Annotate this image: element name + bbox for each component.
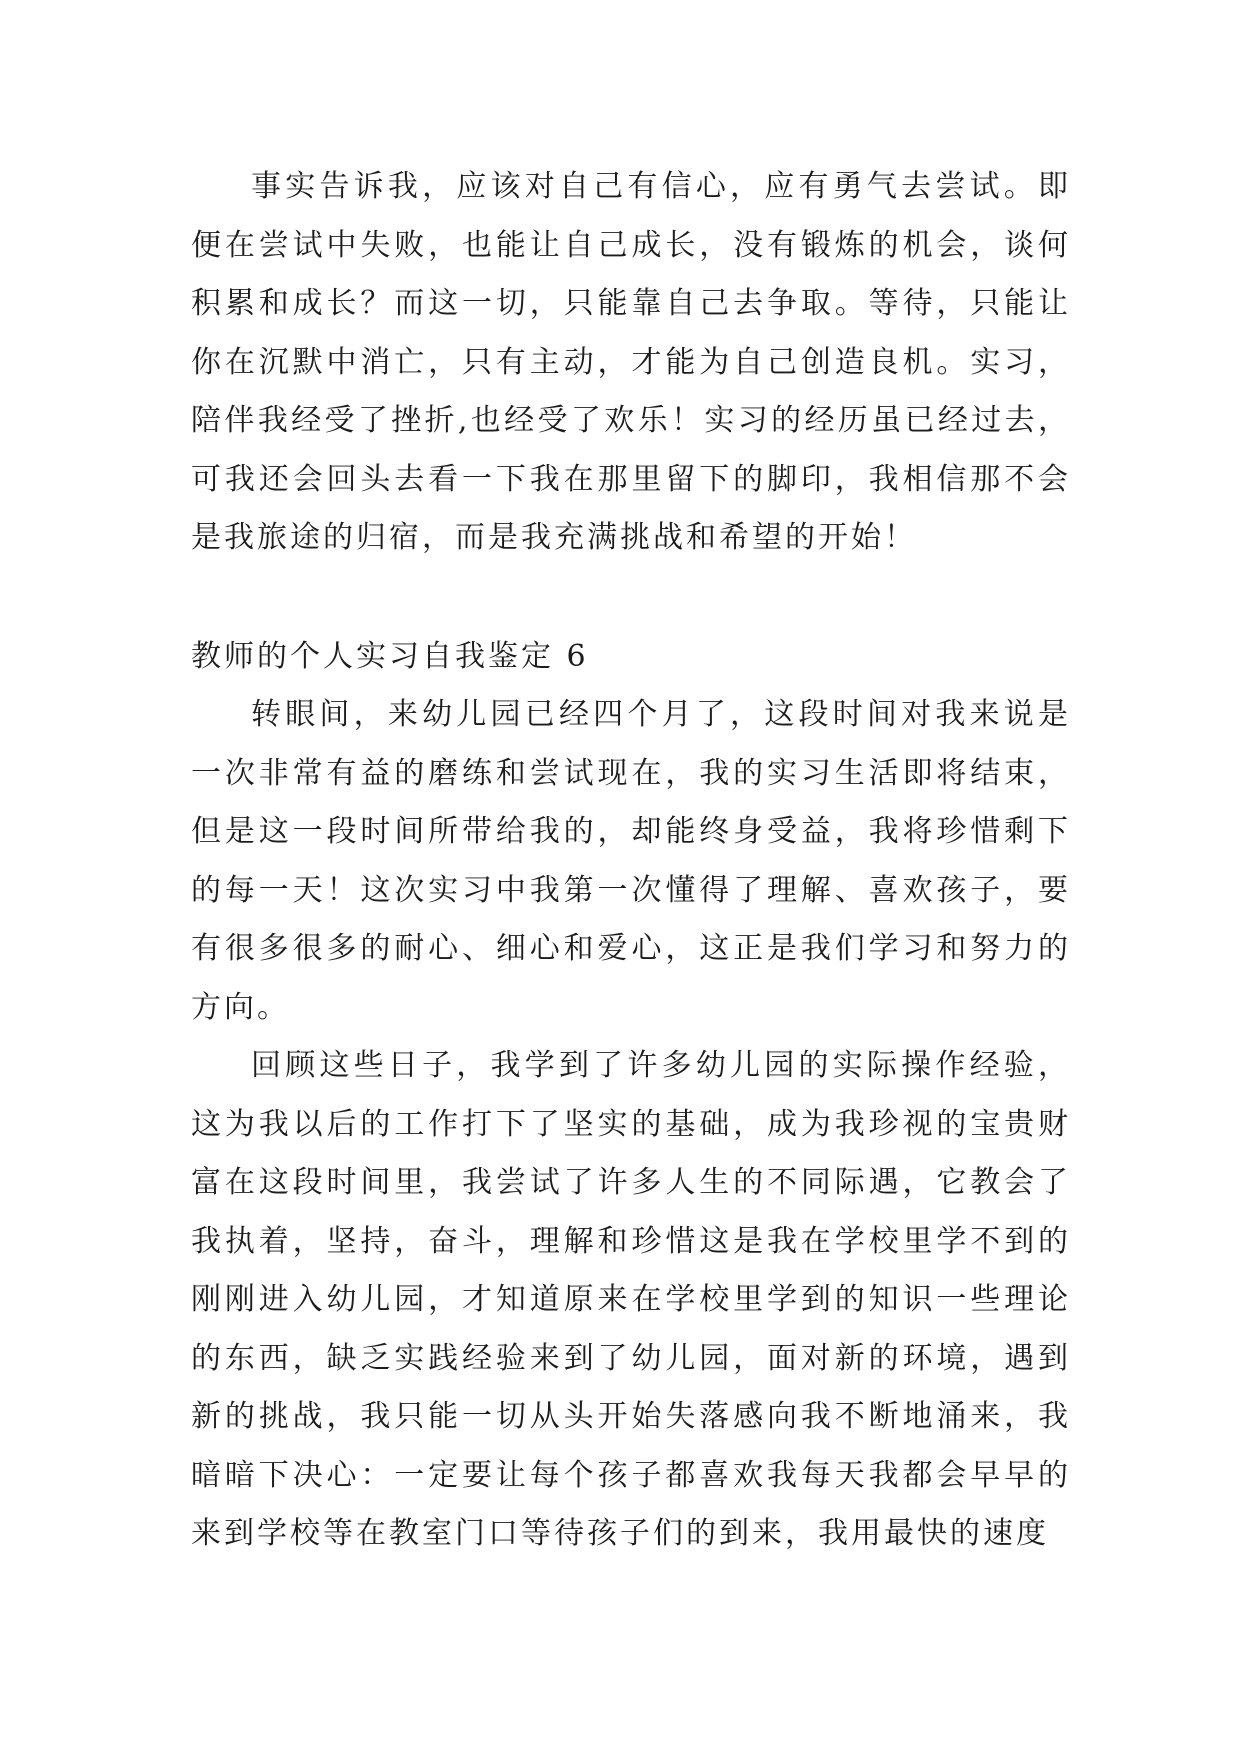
paragraph-review: 回顾这些日子，我学到了许多幼儿园的实际操作经验，这为我以后的工作打下了坚实的基础，成为我珍视的宝贵财富在这段时间里，我尝试了许多人生的不同际遇，它教会了我执着，坚持，奋斗，理解和珍惜这是我在学校里学不到的刚刚进入幼儿园，才知道原来在学校里学到的知识一些理论的东西，缺乏实践经验来到了幼儿园，面对新的环境，遇到新的挑战，我只能一切从头开始失落感向我不断地涌来，我暗暗下决心：一定要让每个孩子都喜欢我每天我都会早早的来到学校等在教室门口等待孩子们的到来，我用最快的速度 [191, 1048, 1071, 1551]
section-title: 教师的个人实习自我鉴定 6 [191, 638, 589, 674]
paragraph-conclusion: 事实告诉我，应该对自己有信心，应有勇气去尝试。即便在尝试中失败，也能让自己成长，没有锻炼的机会，谈何积累和成长？而这一切，只能靠自己去争取。等待，只能让你在沉默中消亡，只有主动，才能为自己创造良机。实习，陪伴我经受了挫折,也经受了欢乐！实习的经历虽已经过去，可我还会回头去看一下我在那里留下的脚印，我相信那不会是我旅途的归宿，而是我充满挑战和希望的开始！ [191, 169, 1071, 555]
document-page [191, 158, 1071, 1564]
paragraph-intro: 转眼间，来幼儿园已经四个月了，这段时间对我来说是一次非常有益的磨练和尝试现在，我的实习生活即将结束，但是这一段时间所带给我的，却能终身受益，我将珍惜剩下的每一天！这次实习中我第一次懂得了理解、喜欢孩子，要有很多很多的耐心、细心和爱心，这正是我们学习和努力的方向。 [191, 697, 1071, 1025]
